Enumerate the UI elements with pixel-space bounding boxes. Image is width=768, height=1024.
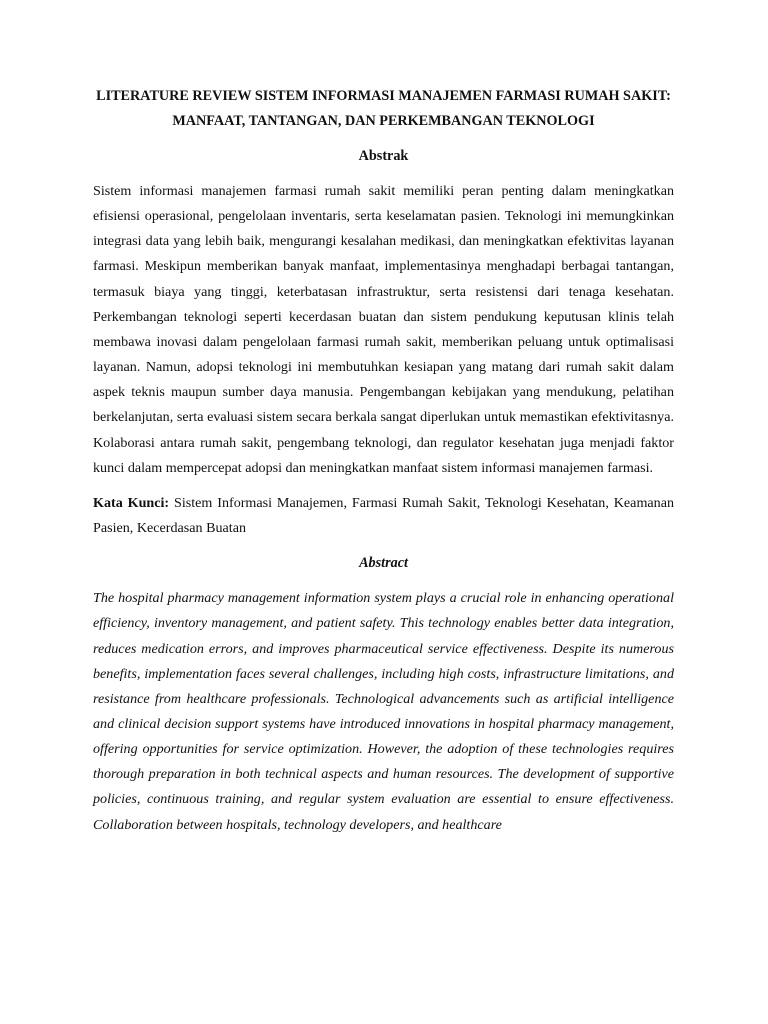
keywords-paragraph xyxy=(93,491,674,541)
paper-title: LITERATURE REVIEW SISTEM INFORMASI MANAJEMEN FARMASI RUMAH SAKIT: MANFAAT, TANTANGAN, DAN PERKEMBANGAN TEKNOLOGI xyxy=(96,88,671,129)
abstract-paragraph: The hospital pharmacy management information system plays a crucial role in enhancing operational efficiency, inventory management, and patient safety. This technology enables better data integration, reduces medication errors, and improves pharmaceutical service effectiveness. Despite its numerous benefits, implementation faces several challenges, including high costs, infrastructure limitations, and resistance from healthcare professionals. Technological advancements such as artificial intelligence and clinical decision support systems have introduced innovations in hospital pharmacy management, offering opportunities for service optimization. However, the adoption of these technologies requires thorough preparation in both technical aspects and human resources. The development of supportive policies, continuous training, and regular system evaluation are essential to ensure effectiveness. Collaboration between hospitals, technology developers, and healthcare xyxy=(93,590,674,833)
abstract-heading: Abstract xyxy=(359,555,408,572)
keywords-label: Kata Kunci: xyxy=(93,494,170,511)
keywords-text: Sistem Informasi Manajemen, Farmasi Rumah Sakit, Teknologi Kesehatan, Keamanan Pasien, Kecerdasan Buatan xyxy=(93,494,675,537)
abstrak-heading: Abstrak xyxy=(358,148,409,164)
abstrak-paragraph: Sistem informasi manajemen farmasi rumah sakit memiliki peran penting dalam meningkatkan efisiensi operasional, pengelolaan inventaris, serta keselamatan pasien. Teknologi ini memungkinkan integrasi data yang lebih baik, mengurangi kesalahan medikasi, dan meningkatkan efektivitas layanan farmasi. Meskipun memberikan banyak manfaat, implementasinya menghadapi berbagai tantangan, termasuk biaya yang tinggi, keterbatasan infrastruktur, serta resistensi dari tenaga kesehatan. Perkembangan teknologi seperti kecerdasan buatan dan sistem pendukung keputusan klinis telah membawa inovasi dalam pengelolaan farmasi rumah sakit, memberikan peluang untuk optimalisasi layanan. Namun, adopsi teknologi ini membutuhkan kesiapan yang matang dari rumah sakit dalam aspek teknis maupun sumber daya manusia. Pengembangan kebijakan yang mendukung, pelatihan berkelanjutan, serta evaluasi sistem secara berkala sangat diperlukan untuk memastikan efektivitasnya. Kolaborasi antara rumah sakit, pengembang teknologi, dan regulator kesehatan juga menjadi faktor kunci dalam mempercepat adopsi dan meningkatkan manfaat sistem informasi manajemen farmasi. xyxy=(93,183,674,476)
page-content xyxy=(93,84,674,838)
